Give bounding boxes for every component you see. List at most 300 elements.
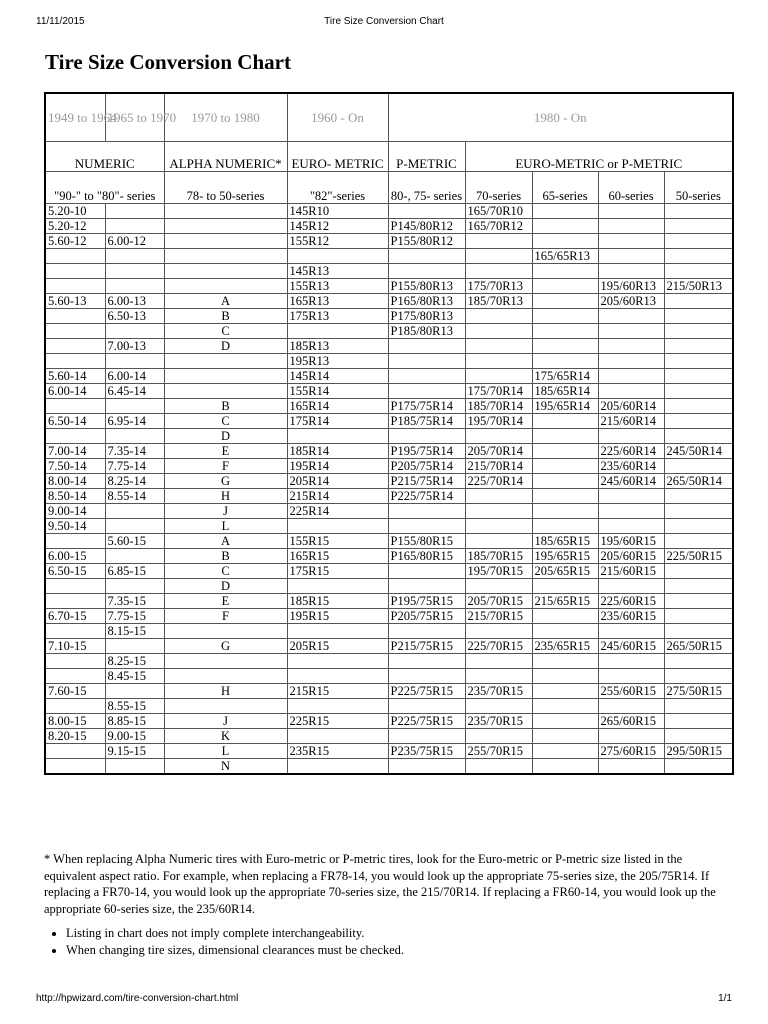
table-row: [45, 669, 733, 684]
cell-numeric-1949: 8.00-14: [45, 474, 105, 489]
cell-numeric-1965: 8.45-15: [105, 669, 164, 684]
cell-numeric-1965: [105, 219, 164, 234]
cell-euro-metric: 165R15: [287, 549, 388, 564]
cell-series-70: [465, 264, 532, 279]
cell-series-70: 195/70R15: [465, 564, 532, 579]
cell-alpha-numeric: [164, 369, 287, 384]
footer-url: http://hpwizard.com/tire-conversion-chart.html: [36, 993, 239, 1004]
cell-series-60: [598, 429, 664, 444]
page-title: Tire Size Conversion Chart: [45, 50, 291, 74]
cell-numeric-1965: 6.85-15: [105, 564, 164, 579]
table-row: [45, 519, 733, 534]
cell-series-65: [532, 669, 598, 684]
header-euro-metric: EURO- METRIC: [287, 142, 388, 172]
cell-numeric-1965: [105, 204, 164, 219]
cell-numeric-1965: 8.55-15: [105, 699, 164, 714]
cell-numeric-1949: [45, 579, 105, 594]
header-year-1949: 1949 to 1964: [45, 93, 105, 142]
cell-series-70: [465, 504, 532, 519]
cell-p-metric: [388, 519, 465, 534]
cell-series-60: [598, 504, 664, 519]
cell-numeric-1965: 9.00-15: [105, 729, 164, 744]
cell-numeric-1965: [105, 519, 164, 534]
cell-series-70: [465, 759, 532, 775]
cell-alpha-numeric: L: [164, 744, 287, 759]
cell-series-50: [664, 249, 733, 264]
cell-series-50: [664, 204, 733, 219]
cell-alpha-numeric: G: [164, 474, 287, 489]
cell-numeric-1965: 7.75-14: [105, 459, 164, 474]
cell-alpha-numeric: C: [164, 564, 287, 579]
cell-series-65: [532, 744, 598, 759]
cell-series-70: [465, 699, 532, 714]
cell-series-50: 245/50R14: [664, 444, 733, 459]
cell-euro-metric: 145R10: [287, 204, 388, 219]
table-row: [45, 249, 733, 264]
cell-alpha-numeric: B: [164, 549, 287, 564]
cell-alpha-numeric: [164, 354, 287, 369]
cell-alpha-numeric: H: [164, 684, 287, 699]
cell-numeric-1965: [105, 324, 164, 339]
cell-numeric-1949: [45, 264, 105, 279]
cell-numeric-1949: 9.00-14: [45, 504, 105, 519]
cell-alpha-numeric: G: [164, 639, 287, 654]
cell-p-metric: [388, 729, 465, 744]
cell-p-metric: P175/80R13: [388, 309, 465, 324]
cell-series-70: [465, 489, 532, 504]
table-row: [45, 594, 733, 609]
cell-euro-metric: [287, 699, 388, 714]
cell-numeric-1965: 6.00-13: [105, 294, 164, 309]
cell-euro-metric: 145R14: [287, 369, 388, 384]
cell-series-50: [664, 624, 733, 639]
cell-series-70: [465, 519, 532, 534]
cell-series-50: [664, 579, 733, 594]
cell-numeric-1965: 9.15-15: [105, 744, 164, 759]
cell-alpha-numeric: C: [164, 324, 287, 339]
cell-alpha-numeric: C: [164, 414, 287, 429]
footnote-bullet: • Listing in chart does not imply complete interchangeability.: [66, 925, 734, 942]
cell-numeric-1965: 8.55-14: [105, 489, 164, 504]
cell-series-50: [664, 354, 733, 369]
cell-series-50: [664, 369, 733, 384]
cell-euro-metric: [287, 519, 388, 534]
cell-numeric-1965: [105, 264, 164, 279]
table-row: [45, 534, 733, 549]
table-row: [45, 294, 733, 309]
footnote-list: [44, 925, 734, 958]
table-row: [45, 429, 733, 444]
cell-p-metric: [388, 759, 465, 775]
cell-series-60: [598, 579, 664, 594]
cell-euro-metric: [287, 249, 388, 264]
cell-numeric-1965: 8.85-15: [105, 714, 164, 729]
cell-series-65: [532, 489, 598, 504]
cell-series-50: [664, 219, 733, 234]
cell-p-metric: P155/80R12: [388, 234, 465, 249]
cell-euro-metric: [287, 759, 388, 775]
cell-numeric-1965: [105, 354, 164, 369]
cell-euro-metric: [287, 624, 388, 639]
cell-euro-metric: 175R15: [287, 564, 388, 579]
footnote-bullet: • When changing tire sizes, dimensional clearances must be checked.: [66, 942, 734, 959]
header-year-1970: 1970 to 1980: [164, 93, 287, 142]
cell-series-70: 165/70R10: [465, 204, 532, 219]
cell-numeric-1965: [105, 639, 164, 654]
table-row: [45, 219, 733, 234]
cell-numeric-1949: [45, 744, 105, 759]
cell-numeric-1949: 8.20-15: [45, 729, 105, 744]
cell-alpha-numeric: A: [164, 534, 287, 549]
cell-euro-metric: 185R14: [287, 444, 388, 459]
cell-alpha-numeric: D: [164, 339, 287, 354]
cell-numeric-1949: [45, 624, 105, 639]
cell-series-60: 235/60R14: [598, 459, 664, 474]
cell-series-50: [664, 264, 733, 279]
cell-numeric-1949: 7.00-14: [45, 444, 105, 459]
cell-series-60: [598, 339, 664, 354]
cell-numeric-1965: [105, 279, 164, 294]
cell-series-60: [598, 759, 664, 775]
cell-numeric-1965: 8.25-14: [105, 474, 164, 489]
cell-series-65: [532, 759, 598, 775]
cell-euro-metric: 215R15: [287, 684, 388, 699]
cell-series-50: 225/50R15: [664, 549, 733, 564]
cell-series-60: 205/60R14: [598, 399, 664, 414]
cell-p-metric: P195/75R15: [388, 594, 465, 609]
cell-series-65: [532, 354, 598, 369]
cell-numeric-1965: 8.25-15: [105, 654, 164, 669]
cell-alpha-numeric: [164, 204, 287, 219]
cell-series-60: [598, 309, 664, 324]
cell-series-60: 225/60R15: [598, 594, 664, 609]
header-years-row: [45, 93, 733, 142]
header-year-1960: 1960 - On: [287, 93, 388, 142]
cell-euro-metric: 145R12: [287, 219, 388, 234]
cell-series-70: [465, 579, 532, 594]
print-title: Tire Size Conversion Chart: [324, 16, 444, 27]
cell-series-50: [664, 339, 733, 354]
cell-series-65: 195/65R15: [532, 549, 598, 564]
header-series-78-50: 78- to 50-series: [164, 172, 287, 204]
cell-series-70: [465, 654, 532, 669]
cell-euro-metric: 215R14: [287, 489, 388, 504]
cell-p-metric: P215/75R14: [388, 474, 465, 489]
cell-euro-metric: 145R13: [287, 264, 388, 279]
cell-numeric-1949: [45, 249, 105, 264]
cell-series-65: 235/65R15: [532, 639, 598, 654]
cell-series-70: [465, 354, 532, 369]
cell-numeric-1965: 6.00-14: [105, 369, 164, 384]
cell-numeric-1949: [45, 669, 105, 684]
cell-series-65: 215/65R15: [532, 594, 598, 609]
cell-numeric-1965: [105, 504, 164, 519]
table-row: [45, 489, 733, 504]
cell-series-65: [532, 444, 598, 459]
cell-series-50: [664, 714, 733, 729]
cell-series-70: [465, 534, 532, 549]
cell-series-70: [465, 234, 532, 249]
cell-series-70: 235/70R15: [465, 684, 532, 699]
cell-euro-metric: 205R15: [287, 639, 388, 654]
header-series-60: 60-series: [598, 172, 664, 204]
cell-series-50: [664, 699, 733, 714]
cell-alpha-numeric: [164, 264, 287, 279]
cell-euro-metric: 155R14: [287, 384, 388, 399]
table-row: [45, 339, 733, 354]
cell-series-60: 245/60R15: [598, 639, 664, 654]
cell-alpha-numeric: [164, 654, 287, 669]
cell-p-metric: [388, 624, 465, 639]
table-row: [45, 309, 733, 324]
cell-numeric-1949: 6.50-14: [45, 414, 105, 429]
cell-p-metric: P225/75R15: [388, 714, 465, 729]
header-series-80-75: 80-, 75- series: [388, 172, 465, 204]
cell-series-50: 215/50R13: [664, 279, 733, 294]
cell-alpha-numeric: E: [164, 444, 287, 459]
cell-alpha-numeric: J: [164, 504, 287, 519]
cell-numeric-1965: 6.95-14: [105, 414, 164, 429]
cell-series-65: [532, 459, 598, 474]
footnote-text: * When replacing Alpha Numeric tires with Euro-metric or P-metric tires, look for the Euro-metric or P-metric size listed in the equivalent aspect ratio. For example, when replacing a FR78-14, you would look up the appropriate 75-series size, the 205/75R14. If replacing a FR70-14, you would look up the appropriate 70-series size, the 215/70R14. If replacing a FR60-14, you would look up the appropriate 60-series size, the 235/60R14.: [44, 852, 716, 916]
cell-series-70: 205/70R15: [465, 594, 532, 609]
cell-alpha-numeric: [164, 219, 287, 234]
cell-series-60: [598, 654, 664, 669]
cell-euro-metric: 185R15: [287, 594, 388, 609]
cell-euro-metric: 195R13: [287, 354, 388, 369]
header-series-70: 70-series: [465, 172, 532, 204]
cell-alpha-numeric: N: [164, 759, 287, 775]
cell-p-metric: P215/75R15: [388, 639, 465, 654]
cell-numeric-1965: 5.60-15: [105, 534, 164, 549]
cell-p-metric: P165/80R13: [388, 294, 465, 309]
cell-numeric-1949: 6.00-15: [45, 549, 105, 564]
cell-numeric-1965: [105, 549, 164, 564]
cell-numeric-1949: 8.00-15: [45, 714, 105, 729]
cell-series-65: [532, 279, 598, 294]
cell-euro-metric: 165R13: [287, 294, 388, 309]
cell-numeric-1965: 8.15-15: [105, 624, 164, 639]
cell-euro-metric: [287, 579, 388, 594]
cell-series-50: [664, 429, 733, 444]
table-row: [45, 729, 733, 744]
header-types-row: [45, 142, 733, 172]
cell-numeric-1949: [45, 594, 105, 609]
cell-series-70: [465, 429, 532, 444]
cell-series-70: 185/70R13: [465, 294, 532, 309]
cell-p-metric: P155/80R15: [388, 534, 465, 549]
cell-series-70: 255/70R15: [465, 744, 532, 759]
cell-series-60: 205/60R15: [598, 549, 664, 564]
cell-alpha-numeric: K: [164, 729, 287, 744]
cell-series-65: 165/65R13: [532, 249, 598, 264]
cell-series-50: 295/50R15: [664, 744, 733, 759]
cell-numeric-1949: [45, 339, 105, 354]
cell-p-metric: [388, 249, 465, 264]
table-row: [45, 369, 733, 384]
cell-series-70: 225/70R14: [465, 474, 532, 489]
cell-series-50: [664, 384, 733, 399]
cell-series-60: [598, 234, 664, 249]
cell-series-65: [532, 339, 598, 354]
print-footer: [36, 993, 732, 1007]
cell-numeric-1949: 5.20-12: [45, 219, 105, 234]
cell-series-50: [664, 414, 733, 429]
cell-series-70: [465, 624, 532, 639]
cell-series-50: [664, 594, 733, 609]
cell-p-metric: [388, 369, 465, 384]
cell-numeric-1949: [45, 354, 105, 369]
cell-euro-metric: [287, 669, 388, 684]
cell-euro-metric: 155R13: [287, 279, 388, 294]
cell-series-60: [598, 219, 664, 234]
cell-series-50: [664, 534, 733, 549]
cell-series-70: [465, 309, 532, 324]
cell-p-metric: [388, 384, 465, 399]
cell-series-70: 165/70R12: [465, 219, 532, 234]
cell-series-60: 275/60R15: [598, 744, 664, 759]
cell-series-70: 175/70R13: [465, 279, 532, 294]
cell-p-metric: [388, 699, 465, 714]
table-row: [45, 234, 733, 249]
cell-series-60: [598, 519, 664, 534]
cell-euro-metric: [287, 729, 388, 744]
header-alpha-numeric: ALPHA NUMERIC*: [164, 142, 287, 172]
cell-numeric-1965: 7.35-14: [105, 444, 164, 459]
cell-series-65: [532, 204, 598, 219]
cell-numeric-1949: 7.60-15: [45, 684, 105, 699]
cell-series-65: [532, 579, 598, 594]
cell-series-50: [664, 309, 733, 324]
table-row: [45, 324, 733, 339]
cell-p-metric: [388, 654, 465, 669]
cell-p-metric: P225/75R14: [388, 489, 465, 504]
cell-series-70: 215/70R14: [465, 459, 532, 474]
cell-p-metric: [388, 429, 465, 444]
cell-euro-metric: [287, 429, 388, 444]
cell-p-metric: [388, 579, 465, 594]
cell-p-metric: P145/80R12: [388, 219, 465, 234]
table-row: [45, 699, 733, 714]
cell-numeric-1949: [45, 399, 105, 414]
cell-series-65: [532, 714, 598, 729]
cell-euro-metric: 225R15: [287, 714, 388, 729]
cell-alpha-numeric: [164, 249, 287, 264]
cell-series-50: 265/50R14: [664, 474, 733, 489]
cell-p-metric: P165/80R15: [388, 549, 465, 564]
cell-series-70: 185/70R14: [465, 399, 532, 414]
table-row: [45, 204, 733, 219]
cell-alpha-numeric: [164, 624, 287, 639]
cell-series-50: [664, 504, 733, 519]
cell-series-50: 275/50R15: [664, 684, 733, 699]
cell-series-65: 195/65R14: [532, 399, 598, 414]
cell-p-metric: P155/80R13: [388, 279, 465, 294]
table-row: [45, 354, 733, 369]
cell-series-60: 205/60R13: [598, 294, 664, 309]
cell-series-70: [465, 669, 532, 684]
cell-numeric-1949: 7.10-15: [45, 639, 105, 654]
cell-numeric-1949: [45, 759, 105, 775]
cell-series-65: [532, 324, 598, 339]
cell-series-60: [598, 624, 664, 639]
cell-alpha-numeric: B: [164, 399, 287, 414]
cell-series-60: [598, 354, 664, 369]
table-row: [45, 684, 733, 699]
cell-series-50: [664, 234, 733, 249]
cell-numeric-1949: [45, 324, 105, 339]
cell-numeric-1949: 8.50-14: [45, 489, 105, 504]
cell-numeric-1965: 7.35-15: [105, 594, 164, 609]
header-series-row: [45, 172, 733, 204]
cell-alpha-numeric: [164, 699, 287, 714]
cell-numeric-1965: [105, 684, 164, 699]
table-row: [45, 264, 733, 279]
footer-page: 1/1: [718, 993, 732, 1004]
cell-series-60: [598, 384, 664, 399]
cell-euro-metric: [287, 654, 388, 669]
table-row: [45, 744, 733, 759]
cell-series-70: [465, 369, 532, 384]
cell-series-65: [532, 219, 598, 234]
cell-alpha-numeric: H: [164, 489, 287, 504]
table-row: [45, 459, 733, 474]
cell-series-65: [532, 294, 598, 309]
cell-series-60: 265/60R15: [598, 714, 664, 729]
cell-euro-metric: 235R15: [287, 744, 388, 759]
cell-p-metric: P205/75R14: [388, 459, 465, 474]
header-p-metric: P-METRIC: [388, 142, 465, 172]
cell-series-60: [598, 264, 664, 279]
table-row: [45, 564, 733, 579]
cell-series-65: [532, 699, 598, 714]
cell-series-50: [664, 759, 733, 775]
cell-series-65: [532, 309, 598, 324]
cell-p-metric: P205/75R15: [388, 609, 465, 624]
cell-numeric-1965: 6.00-12: [105, 234, 164, 249]
cell-alpha-numeric: A: [164, 294, 287, 309]
cell-alpha-numeric: L: [164, 519, 287, 534]
cell-series-70: 205/70R14: [465, 444, 532, 459]
cell-series-65: [532, 234, 598, 249]
cell-alpha-numeric: E: [164, 594, 287, 609]
header-numeric: NUMERIC: [45, 142, 164, 172]
cell-series-65: [532, 609, 598, 624]
cell-p-metric: [388, 339, 465, 354]
table-row: [45, 279, 733, 294]
cell-series-65: [532, 519, 598, 534]
cell-numeric-1949: [45, 309, 105, 324]
cell-p-metric: [388, 504, 465, 519]
cell-numeric-1949: 6.50-15: [45, 564, 105, 579]
cell-series-60: [598, 489, 664, 504]
cell-series-65: [532, 654, 598, 669]
cell-series-60: [598, 669, 664, 684]
cell-series-60: 215/60R14: [598, 414, 664, 429]
cell-numeric-1949: [45, 534, 105, 549]
cell-series-65: [532, 504, 598, 519]
cell-p-metric: [388, 564, 465, 579]
cell-p-metric: P175/75R14: [388, 399, 465, 414]
cell-numeric-1965: [105, 579, 164, 594]
cell-numeric-1965: [105, 249, 164, 264]
cell-series-60: [598, 369, 664, 384]
cell-series-50: [664, 324, 733, 339]
cell-series-50: [664, 654, 733, 669]
cell-series-65: 185/65R15: [532, 534, 598, 549]
cell-series-70: 195/70R14: [465, 414, 532, 429]
cell-series-65: [532, 684, 598, 699]
